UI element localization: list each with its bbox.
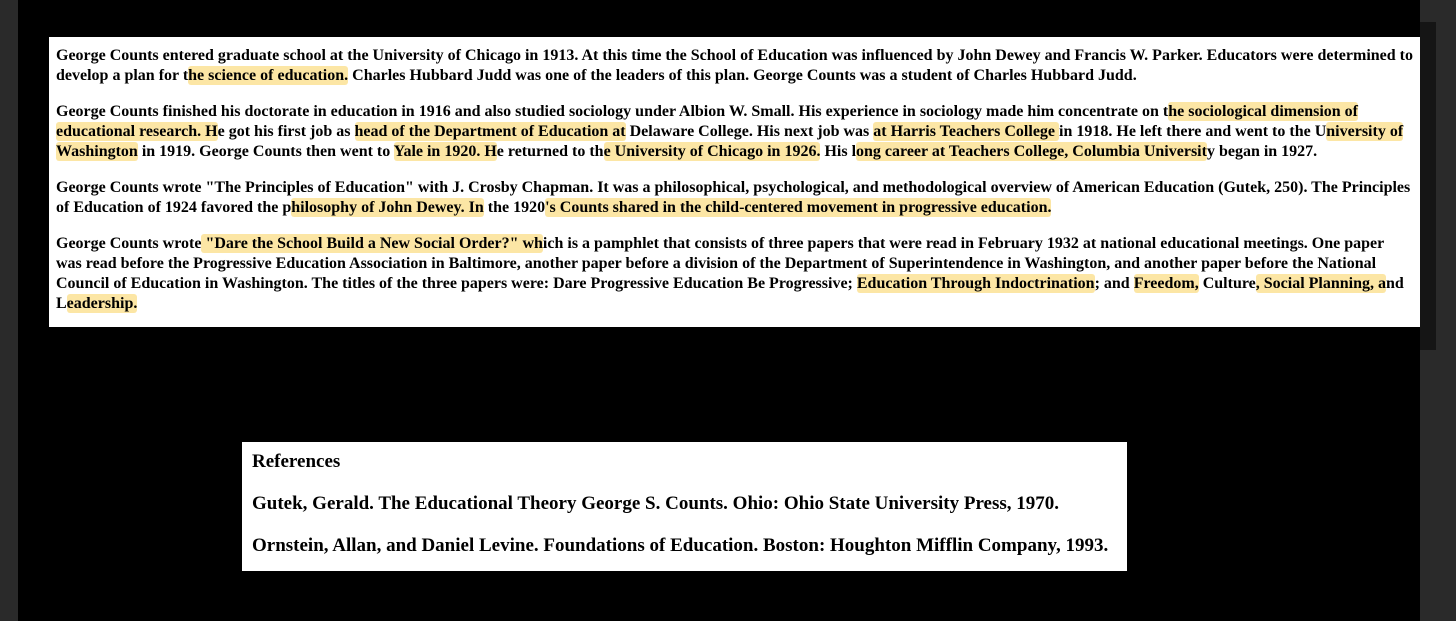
paragraph-3 (56, 178, 1413, 218)
references-heading: References (252, 451, 341, 472)
text-segment: e got his first job as (217, 123, 355, 140)
highlighted-text: niversity of Washington (56, 123, 1404, 160)
paragraph-2 (56, 102, 1413, 162)
text-segment: George Counts finished his doctorate in education in 1916 and also studied sociology under Albion W. Small. His experience in sociology made him concentrate on t (56, 103, 1169, 120)
highlighted-text: ong career at Teachers College, Columbia Universit (856, 143, 1207, 160)
text-segment: His l (820, 143, 857, 160)
highlighted-text: at Harris Teachers College (873, 123, 1060, 140)
references-box (242, 442, 1127, 571)
text-segment: ich is a pamphlet that consists of three papers that were read in February 1932 at national educational meetings. One paper was read before the Progressive Education Association in Baltimore, another paper before a division of the Department of Superintendence in Washington, and another paper before the National Council of Education in Washington. The titles of the three papers were: Dare Progressive Education Be Progressive; (56, 235, 1384, 292)
text-segment: George Counts wrote (56, 235, 202, 252)
text-segment: Culture (1198, 275, 1256, 292)
scroll-edge (1420, 22, 1436, 350)
highlighted-text: e University of Chicago in 1926. (603, 143, 821, 160)
text-segment: ; and (1094, 275, 1134, 292)
highlighted-text: Education Through Indoctrination (856, 275, 1095, 292)
text-segment: George Counts wrote "The Principles of Education" with J. Crosby Chapman. It was a philosophical, psychological, and methodological overview of American Education (Gutek, 250). The Principles of Education of 1924 favored the p (56, 179, 1411, 216)
highlighted-text: he sociological dimension of educational research. H (56, 103, 1358, 140)
highlighted-text: hilosophy of John Dewey. In (291, 199, 484, 216)
highlighted-text: , Social Planning, a (1255, 275, 1387, 292)
paragraph-4 (56, 234, 1413, 314)
document-body (49, 37, 1420, 327)
highlighted-text: Yale in 1920. H (393, 143, 497, 160)
reference-item: Ornstein, Allan, and Daniel Levine. Foundations of Education. Boston: Houghton Mifflin Company, 1993. (252, 535, 1109, 556)
text-segment: Charles Hubbard Judd was one of the leaders of this plan. George Counts was a student of Charles Hubbard Judd. (348, 67, 1137, 84)
text-segment: e returned to th (496, 143, 604, 160)
text-segment: the 1920 (483, 199, 546, 216)
text-segment: in 1919. George Counts then went to (137, 143, 394, 160)
reference-item: Gutek, Gerald. The Educational Theory George S. Counts. Ohio: Ohio State University Press, 1970. (252, 493, 1059, 514)
text-segment: nd L (56, 275, 1404, 312)
highlighted-text: Freedom, (1133, 275, 1199, 292)
text-segment: in 1918. He left there and went to the U (1059, 123, 1327, 140)
highlighted-text: head of the Department of Education at (354, 123, 626, 140)
highlighted-text: 's Counts shared in the child-centered movement in progressive education. (545, 199, 1052, 216)
paragraph-1 (56, 46, 1413, 86)
highlighted-text: eadership. (66, 295, 138, 312)
highlighted-text: he science of education. (188, 67, 349, 84)
text-segment: y began in 1927. (1206, 143, 1318, 160)
text-segment: Delaware College. His next job was (625, 123, 874, 140)
highlighted-text: "Dare the School Build a New Social Order?" wh (201, 235, 543, 252)
text-segment: George Counts entered graduate school at the University of Chicago in 1913. At this time the School of Education was influenced by John Dewey and Francis W. Parker. Educators were determined to develop a plan for t (56, 47, 1413, 84)
